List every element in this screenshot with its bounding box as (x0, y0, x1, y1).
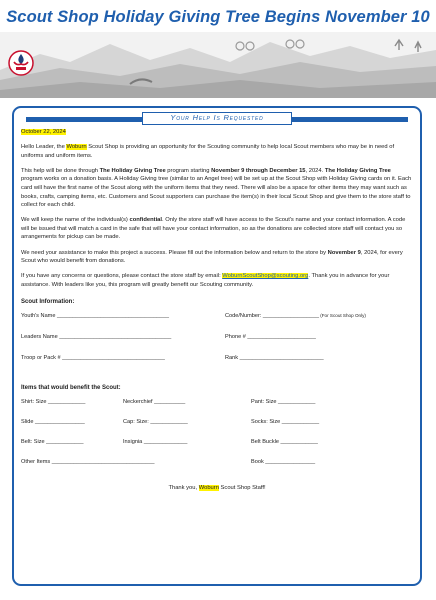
ribbon-title: Your Help Is Requested (170, 113, 264, 122)
shirt-size-field[interactable]: Shirt: Size ____________ (21, 398, 86, 405)
belt-buckle-field[interactable]: Belt Buckle ____________ (251, 438, 318, 445)
items-row (21, 418, 413, 438)
main-panel (12, 106, 422, 586)
banner-illustration (0, 32, 436, 98)
items-row (21, 438, 413, 458)
socks-size-field[interactable]: Socks: Size ____________ (251, 418, 320, 425)
code-number-field[interactable]: Code/Number: __________________ (For Scout Shop Only) (225, 313, 366, 319)
scout-emblem-logo (8, 50, 34, 76)
youth-name-field[interactable]: Youth's Name ____________________________________ (21, 313, 169, 319)
leaders-name-field[interactable]: Leaders Name ____________________________________ (21, 334, 172, 340)
contact-paragraph: If you have any concerns or questions, please contact the store staff by email: WoburnScoutShop@scouting.org. Thank you in advance for your assistance. With leaders like you, this program will greatly benefit our Scouting community. (21, 273, 390, 288)
book-field[interactable]: Book ________________ (251, 458, 316, 465)
form-row (21, 354, 413, 375)
pant-size-field[interactable]: Pant: Size ____________ (251, 398, 316, 405)
rank-field[interactable]: Rank ___________________________ (225, 355, 324, 361)
confidential-paragraph: We will keep the name of the individual(s) confidential. Only the store staff will have access to the Scout's name and your contact information. A code will be issued that will match a card in the safe that will have your contact information, so as the donations are collected store staff will contact you so arrangements for pickup can be made. (21, 217, 406, 241)
email-link[interactable]: WoburnScoutShop@scouting.org (222, 273, 309, 280)
neckerchief-field[interactable]: Neckerchief __________ (123, 398, 186, 405)
items-row (21, 398, 413, 418)
phone-field[interactable]: Phone # ______________________ (225, 334, 316, 340)
assistance-paragraph: We need your assistance to make this project a success. Please fill out the information below and return to the store by November 9, 2024, for every Scout who would benefit from donations. (21, 249, 403, 265)
troop-pack-field[interactable]: Troop or Pack # _________________________________ (21, 355, 165, 361)
section-ribbon (14, 112, 420, 125)
insignia-field[interactable]: Insignia ______________ (123, 438, 188, 445)
form-row (21, 333, 413, 354)
belt-size-field[interactable]: Belt: Size ____________ (21, 438, 84, 445)
scout-info-heading: Scout Information: (21, 299, 75, 306)
items-row (21, 458, 413, 478)
letter-date: October 22, 2024 (21, 129, 66, 135)
page-title: Scout Shop Holiday Giving Tree Begins November 10 (6, 8, 430, 26)
greeting-paragraph: Hello Leader, the Woburn Scout Shop is providing an opportunity for the Scouting community to help local Scout members who may be in need of uniforms and uniform items. (21, 144, 395, 159)
items-heading: Items that would benefit the Scout: (21, 385, 121, 391)
letter-content (21, 128, 413, 492)
other-items-field[interactable]: Other Items _________________________________ (21, 458, 155, 465)
thanks-line: Thank you, Woburn Scout Shop Staff! (168, 484, 266, 491)
cap-size-field[interactable]: Cap: Size: ____________ (123, 418, 188, 425)
program-paragraph: This help will be done through The Holiday Giving Tree program starting November 9 through December 15, 2024. The Holiday Giving Tree program works on a donation basis. A Holiday Giving tree (similar to an Angel tree) will be set up at the Scout Shop with Holiday Giving cards on it. Each card will have the first name of the Scout along with the uniform items that they need. There will also be a space for other items they may want such as books, crafts, camping items, etc. Customers and Scout supporters can purchase the item(s) in their local Scout Shop and give them to the store staff to collect for each child. (21, 167, 412, 209)
slide-field[interactable]: Slide ________________ (21, 418, 85, 425)
form-row (21, 312, 413, 333)
